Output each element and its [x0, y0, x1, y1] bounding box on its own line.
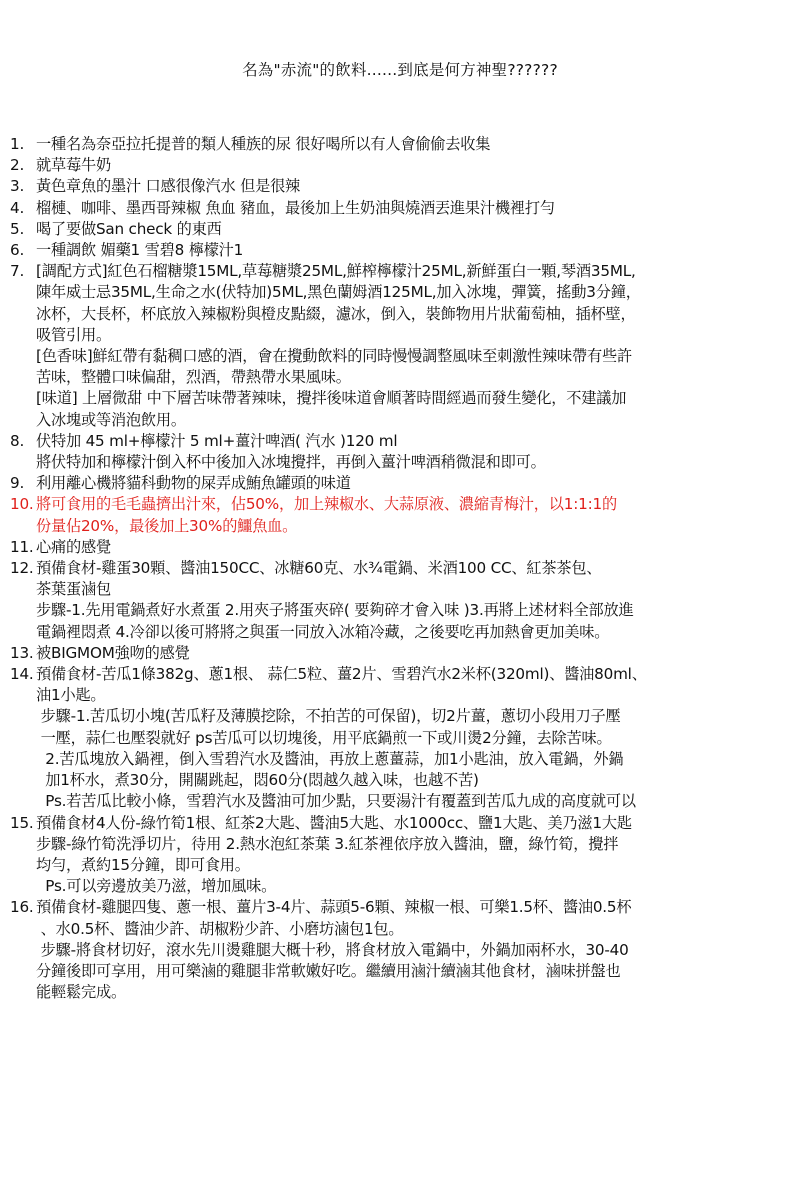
list-item-continuation: 油1小匙。	[36, 686, 106, 705]
item-text: 預備食材-苦瓜1條382g、蔥1根、 蒜仁5粒、薑2片、雪碧汽水2米杯(320ml)、醬油80ml、	[36, 665, 647, 684]
item-number: 4.	[10, 198, 25, 217]
list-item-continuation: [色香味]鮮紅帶有黏稠口感的酒，會在攪動飲料的同時慢慢調整風味至刺激性辣味帶有些許	[36, 347, 632, 366]
list-item-continuation: 步驟-1.苦瓜切小塊(苦瓜籽及薄膜挖除，不拍苦的可保留)，切2片薑，蔥切小段用刀子壓	[36, 707, 621, 726]
item-text: 預備食材4人份-綠竹筍1根、紅茶2大匙、醬油5大匙、水1000cc、鹽1大匙、美乃滋1大匙	[36, 813, 632, 832]
list-item	[10, 261, 795, 282]
list-item-continuation: Ps.可以旁邊放美乃滋，增加風味。	[36, 877, 277, 896]
list-item-continuation: 吸管引用。	[36, 325, 111, 344]
item-text: 榴槤、咖啡、墨西哥辣椒 魚血 豬血，最後加上生奶油與燒酒丟進果汁機裡打勻	[36, 198, 555, 217]
item-text: 一種名為奈亞拉托提普的類人種族的尿 很好喝所以有人會偷偷去收集	[36, 135, 491, 153]
list-item	[10, 240, 795, 261]
item-text: 喝了要做San check 的東西	[36, 219, 222, 238]
list-item-continuation: 電鍋裡悶煮 4.冷卻以後可將將之與蛋一同放入冰箱冷藏，之後要吃再加熱會更加美味。	[36, 622, 610, 641]
item-text: 伏特加 45 ml+檸檬汁 5 ml+薑汁啤酒( 汽水 )120 ml	[36, 431, 398, 450]
list-item	[10, 813, 795, 834]
list-item-continuation: 加1杯水，煮30分，開關跳起，悶60分(悶越久越入味，也越不苦)	[36, 771, 479, 790]
list-item-continuation: 一壓，蒜仁也壓裂就好 ps苦瓜可以切塊後，用平底鍋煎一下或川燙2分鐘，去除苦味。	[36, 728, 612, 747]
list-item	[10, 134, 795, 155]
list-item	[10, 473, 795, 494]
item-number: 10.	[10, 495, 34, 514]
item-number: 3.	[10, 177, 25, 196]
list-item-continuation: 步驟-1.先用電鍋煮好水煮蛋 2.用夾子將蛋夾碎( 要夠碎才會入味 )3.再將上述材料全部放進	[36, 601, 634, 620]
item-number: 6.	[10, 241, 25, 260]
list-item	[10, 897, 795, 918]
item-number: 14.	[10, 665, 34, 684]
item-text: 預備食材-雞蛋30顆、醬油150CC、冰糖60克、水¾電鍋、米酒100 CC、紅茶茶包、	[36, 559, 602, 578]
item-number: 8.	[10, 431, 25, 450]
item-text: 被BIGMOM強吻的感覺	[36, 643, 190, 662]
list-item	[10, 176, 795, 197]
list-item	[10, 155, 795, 176]
item-text: [調配方式]紅色石榴糖漿15ML,草莓糖漿25ML,鮮榨檸檬汁25ML,新鮮蛋白一顆,琴酒35ML,	[36, 262, 636, 281]
list-item-continuation: 步驟-綠竹筍洗淨切片，待用 2.熱水泡紅茶葉 3.紅茶裡依序放入醬油，鹽，綠竹筍，攪拌	[36, 834, 619, 853]
list-item-continuation: 陳年威士忌35ML,生命之水(伏特加)5ML,黑色蘭姆酒125ML,加入冰塊，彈簧，搖動3分鐘，	[36, 283, 641, 302]
item-text: 就草莓牛奶	[36, 156, 111, 175]
list-item-continuation: 冰杯，大長杯，杯底放入辣椒粉與橙皮點綴，濾冰，倒入，裝飾物用片狀葡萄柚，插杯壁，	[36, 304, 636, 323]
list-item	[10, 219, 795, 240]
list-item-continuation: 茶葉蛋滷包	[36, 580, 111, 599]
answer-list	[10, 134, 795, 1003]
list-item	[10, 643, 795, 664]
item-text: 心痛的感覺	[36, 537, 111, 556]
list-item-continuation: 步驟-將食材切好，滾水先川燙雞腿大概十秒，將食材放入電鍋中，外鍋加兩杯水，30-40	[36, 940, 629, 959]
list-item-continuation: [味道] 上層微甜 中下層苦味帶著辣味，攪拌後味道會順著時間經過而發生變化，不建議加	[36, 389, 627, 408]
list-item	[10, 558, 795, 579]
item-number: 5.	[10, 219, 25, 238]
page-title: 名為"赤流"的飲料......到底是何方神聖??????	[242, 61, 558, 79]
list-item-continuation: Ps.若苦瓜比較小條，雪碧汽水及醬油可加少點，只要湯汁有覆蓋到苦瓜九成的高度就可以	[36, 792, 636, 811]
list-item-continuation: 分鐘後即可享用，用可樂滷的雞腿非常軟嫩好吃。繼續用滷汁續滷其他食材，滷味拼盤也	[36, 961, 621, 980]
item-number: 9.	[10, 474, 25, 493]
list-item	[10, 494, 795, 515]
list-item-continuation: 份量佔20%，最後加上30%的鱷魚血。	[36, 516, 298, 535]
list-item-continuation: 均勻，煮約15分鐘，即可食用。	[36, 855, 250, 874]
item-number: 11.	[10, 537, 34, 556]
item-number: 15.	[10, 813, 34, 832]
item-number: 13.	[10, 643, 34, 662]
item-text: 黃色章魚的墨汁 口感很像汽水 但是很辣	[36, 177, 301, 196]
list-item-continuation: 將伏特加和檸檬汁倒入杯中後加入冰塊攪拌，再倒入薑汁啤酒稍微混和即可。	[36, 453, 546, 472]
item-number: 1.	[10, 135, 25, 153]
item-text: 預備食材-雞腿四隻、蔥一根、薑片3-4片、蒜頭5-6顆、辣椒一根、可樂1.5杯、醬油0.5杯	[36, 898, 632, 917]
list-item-continuation: 、水0.5杯、醬油少許、胡椒粉少許、小磨坊滷包1包。	[36, 919, 404, 938]
item-number: 16.	[10, 898, 34, 917]
list-item	[10, 198, 795, 219]
list-item-continuation: 能輕鬆完成。	[36, 983, 126, 1002]
list-item-continuation: 2.苦瓜塊放入鍋裡，倒入雪碧汽水及醬油，再放上蔥薑蒜，加1小匙油，放入電鍋，外鍋	[36, 749, 624, 768]
item-number: 7.	[10, 262, 25, 281]
item-text: 利用離心機將貓科動物的屎弄成鮪魚罐頭的味道	[36, 474, 351, 493]
item-text: 將可食用的毛毛蟲擠出汁來，佔50%，加上辣椒水、大蒜原液、濃縮青梅汁，以1:1:1的	[36, 495, 617, 514]
item-text: 一種調飲 媚藥1 雪碧8 檸檬汁1	[36, 241, 244, 260]
list-item	[10, 431, 795, 452]
item-number: 12.	[10, 559, 34, 578]
list-item-continuation: 入冰塊或等消泡飲用。	[36, 410, 186, 429]
list-item-continuation: 苦味，整體口味偏甜，烈酒，帶熱帶水果風味。	[36, 368, 351, 387]
list-item	[10, 537, 795, 558]
list-item	[10, 664, 795, 685]
item-number: 2.	[10, 156, 25, 175]
